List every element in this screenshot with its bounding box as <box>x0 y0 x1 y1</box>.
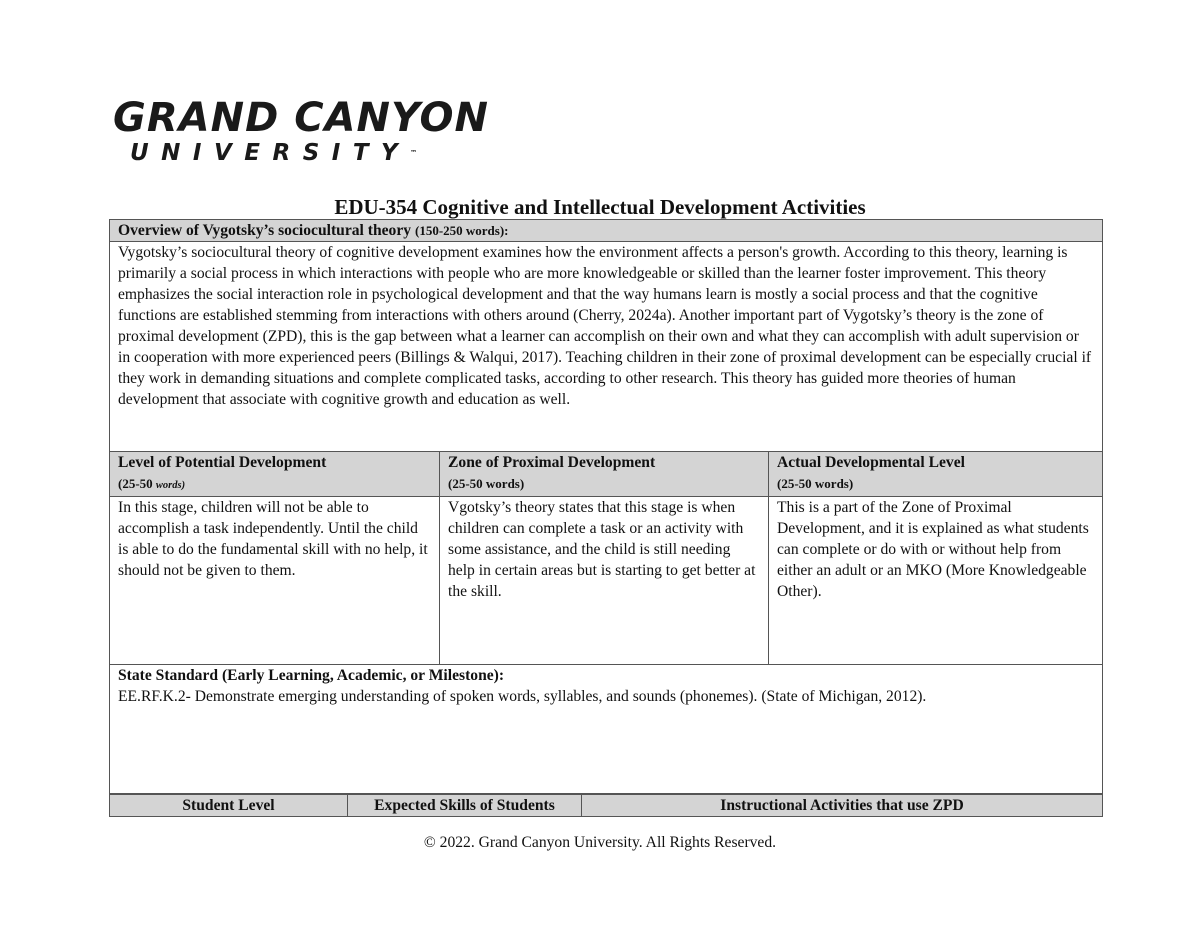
state-standard-heading: State Standard (Early Learning, Academic, or Milestone): <box>118 667 505 684</box>
document-title: EDU-354 Cognitive and Intellectual Development Activities <box>334 195 866 219</box>
overview-table <box>109 219 1103 794</box>
assignment-table-frame <box>109 219 1102 817</box>
logo-trademark: ™ <box>410 149 418 157</box>
level-potential-body-cell[interactable] <box>110 497 440 665</box>
activities-header-table <box>109 794 1103 817</box>
level-potential-note <box>118 473 431 496</box>
actual-level-heading-cell <box>769 452 1103 497</box>
overview-heading-note: (150-250 words): <box>414 223 509 238</box>
zpd-heading-cell <box>440 452 769 497</box>
overview-heading: Overview of Vygotsky’s sociocultural theory <box>118 222 412 239</box>
copyright-footer: © 2022. Grand Canyon University. All Rights Reserved. <box>423 834 777 851</box>
instructional-activities-header: Instructional Activities that use ZPD <box>582 795 1103 817</box>
level-potential-body: In this stage, children will not be able to accomplish a task independently. Until the child is able to do the fundamental skill with no help, it should not be given to them. <box>118 499 428 579</box>
student-level-header: Student Level <box>110 795 348 817</box>
level-potential-heading-cell <box>110 452 440 497</box>
level-potential-note-suffix: words) <box>155 480 186 491</box>
gcu-logo <box>113 95 490 166</box>
expected-skills-header: Expected Skills of Students <box>348 795 582 817</box>
logo-line-grand-canyon: GRAND CANYON <box>113 95 490 141</box>
overview-heading-cell <box>110 220 1103 242</box>
logo-university-text: UNIVERSITY <box>130 140 411 166</box>
state-standard-body: EE.RF.K.2- Demonstrate emerging understanding of spoken words, syllables, and sounds (phonemes). (State of Michigan, 2012). <box>118 688 927 705</box>
actual-level-body-cell[interactable] <box>769 497 1103 665</box>
zpd-body: Vgotsky’s theory states that this stage is when children can complete a task or an activity with some assistance, and the child is still needing help in certain areas but is starting to get better at the skill. <box>448 499 756 600</box>
level-potential-heading: Level of Potential Development <box>118 454 327 471</box>
overview-body-cell[interactable] <box>110 242 1103 452</box>
logo-line-university <box>130 140 433 166</box>
actual-level-heading: Actual Developmental Level <box>777 454 965 471</box>
overview-body: Vygotsky’s sociocultural theory of cognitive development examines how the environment affects a person's growth. According to this theory, learning is primarily a social process in which interactions with people who are more knowledgeable or skilled than the learner foster improvement. This theory emphasizes the social interaction role in psychological development and that the way humans learn is mostly a social process and that the cognitive functions are established stemming from interactions with others around (Cherry, 2024a). Another important part of Vygotsky’s theory is the zone of proximal development (ZPD), this is the gap between what a learner can accomplish on their own and what they can accomplish with adult supervision or in cooperation with more experienced peers (Billings & Walqui, 2017). Teaching children in their zone of proximal development can be especially crucial if they work in demanding situations and complete complicated tasks, according to other research. This theory has guided more theories of human development that associate with cognitive growth and education as well. <box>118 244 1092 408</box>
state-standard-cell[interactable] <box>110 665 1103 794</box>
zpd-note: (25-50 words) <box>448 476 525 491</box>
zpd-heading: Zone of Proximal Development <box>448 454 656 471</box>
actual-level-note: (25-50 words) <box>777 476 854 491</box>
level-potential-note-prefix: (25-50 <box>118 476 156 491</box>
actual-level-body: This is a part of the Zone of Proximal Development, and it is explained as what students can complete or do with or without help from either an adult or an MKO (More Knowledgeable Other). <box>777 499 1089 600</box>
zpd-body-cell[interactable] <box>440 497 769 665</box>
